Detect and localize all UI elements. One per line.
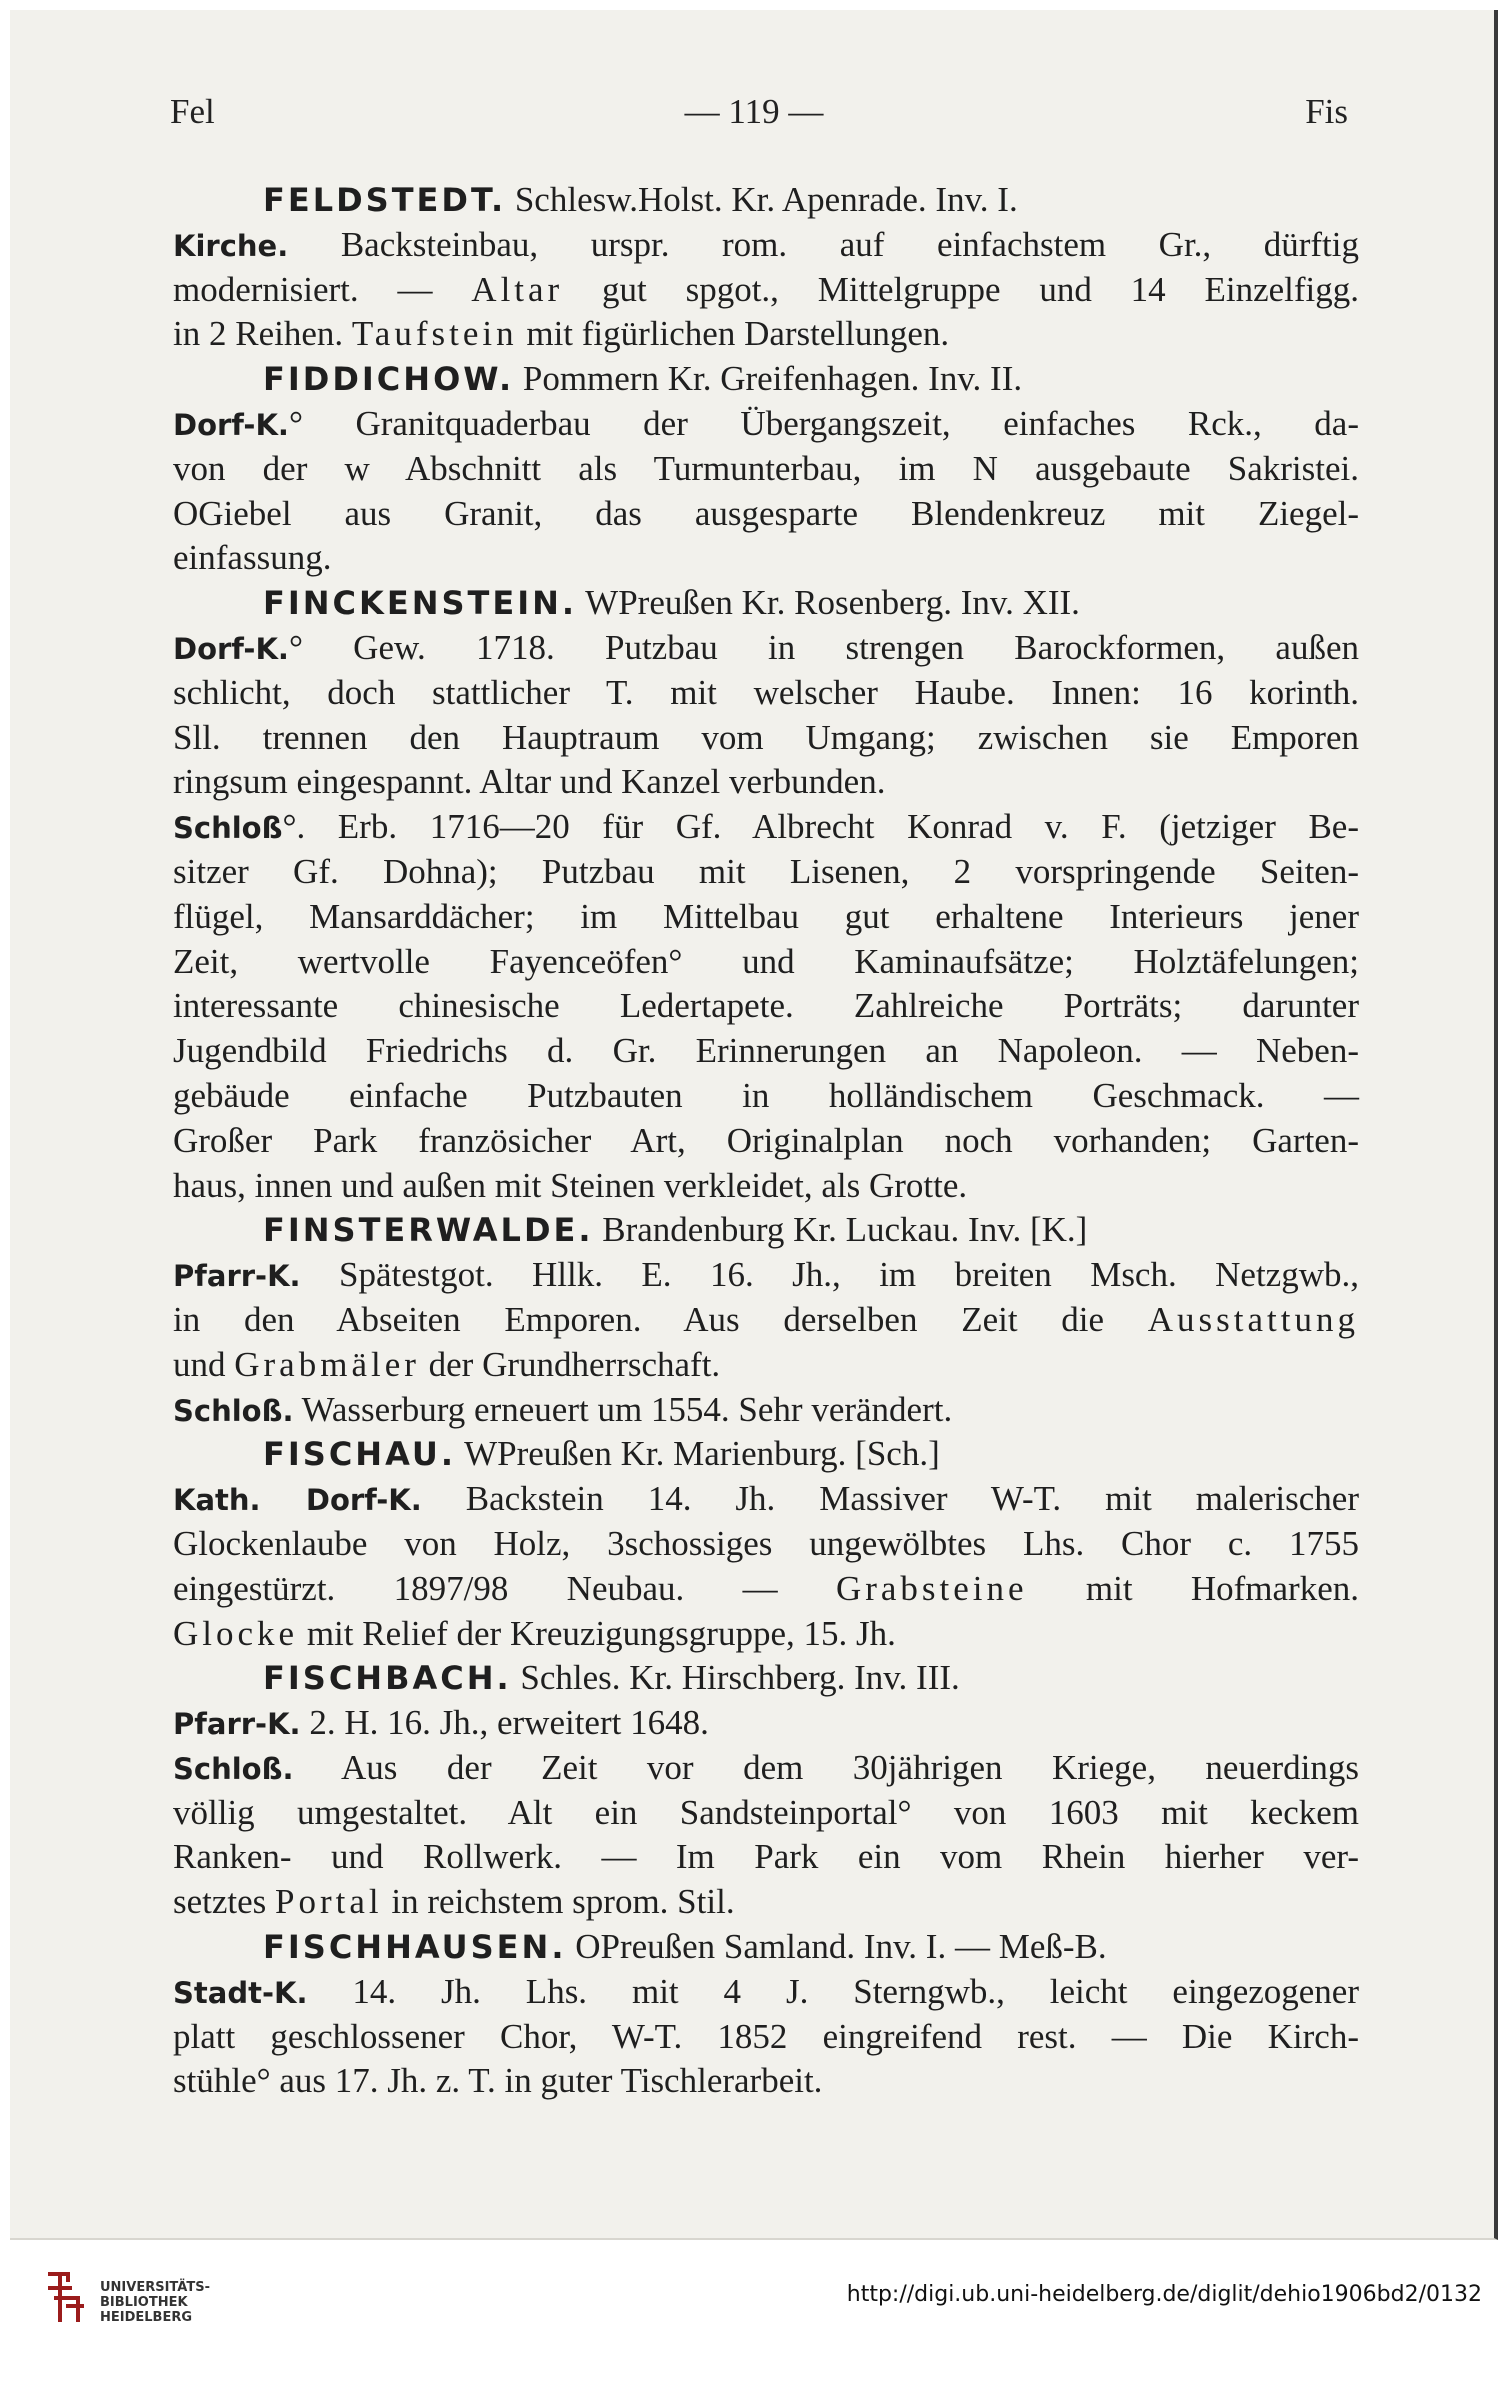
library-name	[100, 2280, 210, 2325]
text-segment: Glockenlaube von Holz, 3schossiges ungewölbtes Lhs. Chor c. 1755	[173, 1523, 1359, 1563]
text-segment: gebäude einfache Putzbauten in holländischem Geschmack. —	[173, 1075, 1359, 1115]
text-line	[173, 1835, 1359, 1880]
text-line	[173, 760, 1359, 805]
place-name: FISCHHAUSEN.	[263, 1928, 567, 1967]
text-segment: Schles. Kr. Hirschberg. Inv. III.	[511, 1658, 960, 1698]
text-segment: OPreußen Samland. Inv. I. — Meß-B.	[566, 1927, 1107, 1967]
entry-heading	[173, 1925, 1359, 1970]
place-name: FINCKENSTEIN.	[263, 584, 578, 623]
entry-heading	[173, 581, 1359, 626]
text-segment: gut spgot., Mittelgruppe und 14 Einzelfigg.	[563, 269, 1359, 309]
text-segment: der Grundherrschaft.	[419, 1344, 721, 1384]
text-segment: Jugendbild Friedrichs d. Gr. Erinnerungen an Napoleon. — Neben-	[173, 1031, 1359, 1071]
text-line	[173, 312, 1359, 357]
place-name: FELDSTEDT.	[263, 181, 507, 219]
text-segment: mit Relief der Kreuzigungsgruppe, 15. Jh.	[298, 1613, 896, 1653]
text-line	[173, 1970, 1359, 2015]
text-segment: ° Gew. 1718. Putzbau in strengen Barockformen, außen	[288, 627, 1359, 667]
entry-paragraph	[173, 1388, 1359, 1433]
entry-paragraph	[173, 1970, 1359, 2104]
text-line	[173, 1477, 1359, 1522]
text-segment: Altar	[471, 269, 564, 309]
text-segment: WPreußen Kr. Rosenberg. Inv. XII.	[577, 583, 1080, 623]
entry-heading	[173, 1208, 1359, 1253]
text-line	[173, 1522, 1359, 1567]
library-name-line: HEIDELBERG	[100, 2310, 193, 2325]
place-name: FIDDICHOW.	[263, 360, 515, 399]
text-segment: Portal	[275, 1882, 383, 1922]
text-segment: Taufstein	[351, 314, 518, 354]
library-name-line: UNIVERSITÄTS-	[100, 2280, 210, 2295]
permalink-url[interactable]: http://digi.ub.uni-heidelberg.de/diglit/dehio1906bd2/0132	[846, 2282, 1482, 2307]
text-line	[173, 895, 1359, 940]
entry-paragraph	[173, 1477, 1359, 1656]
building-label: Kirche.	[173, 228, 289, 263]
text-line	[173, 492, 1359, 537]
place-name: FINSTERWALDE.	[263, 1211, 594, 1250]
text-line	[173, 581, 1359, 626]
book-page	[10, 10, 1498, 2240]
text-line	[173, 2015, 1359, 2060]
text-line	[173, 1612, 1359, 1657]
text-line	[173, 1164, 1359, 1209]
text-line	[173, 1343, 1359, 1388]
text-segment: Großer Park französicher Art, Originalplan noch vorhanden; Garten-	[173, 1120, 1359, 1160]
entry-paragraph	[173, 223, 1359, 357]
text-line	[173, 1880, 1359, 1925]
entry-heading	[173, 1656, 1359, 1701]
text-line	[173, 1925, 1359, 1970]
ub-heidelberg-logo-icon	[40, 2268, 90, 2328]
header-left: Fel	[170, 92, 215, 131]
text-line	[173, 1253, 1359, 1298]
entry-paragraph	[173, 805, 1359, 1208]
entry-heading	[173, 178, 1359, 223]
text-line	[173, 805, 1359, 850]
text-segment: Aus der Zeit vor dem 30jährigen Kriege, neuerdings	[293, 1747, 1359, 1787]
text-line	[173, 357, 1359, 402]
text-segment: Brandenburg Kr. Luckau. Inv. [K.]	[593, 1210, 1088, 1250]
entry-heading	[173, 1432, 1359, 1477]
footer-bar	[0, 2240, 1508, 2381]
text-line	[173, 984, 1359, 1029]
entry-paragraph	[173, 1253, 1359, 1387]
text-segment: Zeit, wertvolle Fayenceöfen° und Kaminaufsätze; Holztäfelungen;	[173, 941, 1359, 981]
text-segment: Grabmäler	[234, 1344, 420, 1384]
building-label: Schloß	[173, 811, 283, 846]
text-line	[173, 1701, 1359, 1746]
text-line	[173, 2059, 1359, 2104]
text-line	[173, 268, 1359, 313]
place-name: FISCHBACH.	[263, 1659, 512, 1698]
text-line	[173, 1298, 1359, 1343]
entry-paragraph	[173, 1746, 1359, 1925]
text-segment: von der w Abschnitt als Turmunterbau, im N ausgebaute Sakristei.	[173, 448, 1359, 488]
building-label: Stadt-K.	[173, 1975, 308, 2010]
building-label: Schloß.	[173, 1393, 294, 1428]
text-segment: Pommern Kr. Greifenhagen. Inv. II.	[514, 359, 1023, 399]
text-segment: 14. Jh. Lhs. mit 4 J. Sterngwb., leicht eingezogener	[307, 1971, 1359, 2011]
text-line	[173, 626, 1359, 671]
text-line	[173, 1746, 1359, 1791]
text-segment: Sll. trennen den Hauptraum vom Umgang; zwischen sie Emporen	[173, 717, 1359, 757]
text-segment: Grabsteine	[835, 1568, 1028, 1608]
text-segment: OGiebel aus Granit, das ausgesparte Blendenkreuz mit Ziegel-	[173, 493, 1359, 533]
text-segment: ° Granitquaderbau der Übergangszeit, einfaches Rck., da-	[288, 403, 1359, 443]
text-segment: Backstein 14. Jh. Massiver W-T. mit malerischer	[421, 1479, 1359, 1519]
text-line	[173, 1656, 1359, 1701]
text-segment: Schlesw.Holst. Kr. Apenrade. Inv. I.	[506, 180, 1018, 219]
building-label: Pfarr-K.	[173, 1259, 301, 1294]
text-segment: Spätestgot. Hllk. E. 16. Jh., im breiten Msch. Netzgwb.,	[300, 1255, 1359, 1295]
building-label: Dorf-K.	[173, 407, 289, 442]
building-label: Schloß.	[173, 1751, 294, 1786]
text-line	[173, 223, 1359, 268]
text-line	[173, 536, 1359, 581]
text-line	[173, 850, 1359, 895]
text-segment: in reichstem sprom. Stil.	[382, 1882, 735, 1922]
text-segment: in den Abseiten Emporen. Aus derselben Zeit die	[173, 1299, 1148, 1339]
text-segment: stühle° aus 17. Jh. z. T. in guter Tischlerarbeit.	[173, 2061, 823, 2101]
text-segment: Ausstattung	[1147, 1299, 1359, 1339]
building-label: Pfarr-K.	[173, 1707, 301, 1742]
text-segment: einfassung.	[173, 538, 332, 578]
text-segment: Glocke	[173, 1613, 299, 1653]
text-segment: mit Hofmarken.	[1027, 1568, 1360, 1608]
text-segment: setztes	[173, 1882, 276, 1922]
text-segment: in 2 Reihen.	[173, 314, 352, 354]
text-line	[173, 1388, 1359, 1433]
text-segment: Wasserburg erneuert um 1554. Sehr verändert.	[293, 1389, 953, 1429]
text-line	[173, 1432, 1359, 1477]
place-name: FISCHAU.	[263, 1435, 456, 1474]
text-segment: haus, innen und außen mit Steinen verkleidet, als Grotte.	[173, 1165, 968, 1205]
building-label: Kath. Dorf-K.	[173, 1483, 422, 1518]
text-segment: schlicht, doch stattlicher T. mit welscher Haube. Innen: 16 korinth.	[173, 672, 1359, 712]
text-line	[173, 1208, 1359, 1253]
text-segment: mit figürlichen Darstellungen.	[517, 314, 950, 354]
text-segment: Backsteinbau, urspr. rom. auf einfachstem Gr., dürftig	[288, 224, 1359, 264]
text-line	[173, 447, 1359, 492]
text-segment: flügel, Mansarddächer; im Mittelbau gut erhaltene Interieurs jener	[173, 896, 1359, 936]
text-line	[173, 402, 1359, 447]
text-line	[173, 1791, 1359, 1836]
text-segment: 2. H. 16. Jh., erweitert 1648.	[300, 1703, 709, 1743]
text-line	[173, 940, 1359, 985]
text-segment: eingestürzt. 1897/98 Neubau. —	[173, 1568, 836, 1608]
text-line	[173, 1567, 1359, 1612]
text-segment: platt geschlossener Chor, W-T. 1852 eingreifend rest. — Die Kirch-	[173, 2016, 1359, 2056]
text-line	[173, 1119, 1359, 1164]
entry-paragraph	[173, 1701, 1359, 1746]
text-line	[173, 1074, 1359, 1119]
entry-paragraph	[173, 626, 1359, 805]
text-segment: °. Erb. 1716—20 für Gf. Albrecht Konrad v. F. (jetziger Be-	[282, 807, 1359, 847]
text-segment: sitzer Gf. Dohna); Putzbau mit Lisenen, 2 vorspringende Seiten-	[173, 851, 1359, 891]
page-body	[173, 178, 1359, 2104]
text-segment: ringsum eingespannt. Altar und Kanzel verbunden.	[173, 762, 886, 802]
page-number: — 119 —	[684, 92, 824, 131]
library-name-line: BIBLIOTHEK	[100, 2295, 188, 2310]
text-line	[173, 716, 1359, 761]
header-right: Fis	[1305, 92, 1348, 131]
text-segment: interessante chinesische Ledertapete. Zahlreiche Porträts; darunter	[173, 986, 1359, 1026]
entry-paragraph	[173, 402, 1359, 581]
text-segment: und	[173, 1344, 235, 1384]
text-segment: Ranken- und Rollwerk. — Im Park ein vom Rhein hierher ver-	[173, 1837, 1359, 1877]
text-line	[173, 178, 1359, 223]
text-segment: modernisiert. —	[173, 269, 472, 309]
building-label: Dorf-K.	[173, 631, 289, 666]
entry-heading	[173, 357, 1359, 402]
text-line	[173, 1029, 1359, 1074]
text-line	[173, 671, 1359, 716]
text-segment: WPreußen Kr. Marienburg. [Sch.]	[456, 1434, 940, 1474]
text-segment: völlig umgestaltet. Alt ein Sandsteinportal° von 1603 mit keckem	[173, 1792, 1359, 1832]
